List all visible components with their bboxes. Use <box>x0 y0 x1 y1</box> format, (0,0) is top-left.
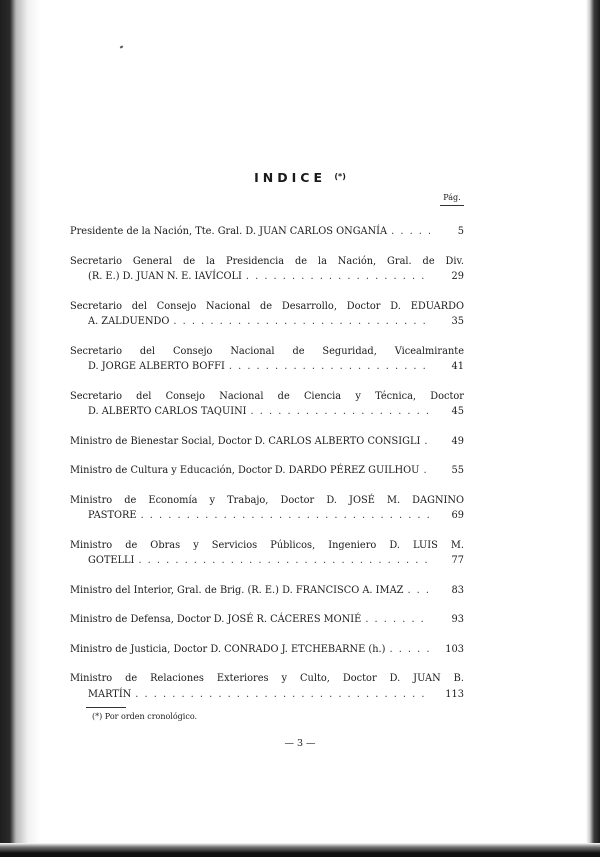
dot-leader <box>391 224 430 240</box>
entry-line1: Secretario General de la Presidencia de la Nación, Gral. de Div. <box>70 255 464 267</box>
entry-line2: (R. E.) D. JUAN N. E. IAVÍCOLI <box>88 271 242 282</box>
index-entry <box>70 671 464 702</box>
index-entry <box>70 583 464 599</box>
dot-leader <box>423 463 430 479</box>
dot-leader <box>251 404 430 420</box>
footnote: (*) Por orden cronológico. <box>92 712 198 721</box>
scan-speck <box>120 45 124 48</box>
dot-leader <box>365 612 430 628</box>
index-entry <box>70 434 464 450</box>
entry-line2: MARTÍN <box>88 688 132 700</box>
dot-leader <box>424 434 430 450</box>
entry-page: 5 <box>457 226 464 237</box>
dot-leader <box>389 642 430 658</box>
entry-text: Presidente de la Nación, Tte. Gral. D. JUAN CARLOS ONGANÍA <box>70 226 388 237</box>
index-entries <box>70 224 464 716</box>
index-title-footnote-mark: (*) <box>334 172 346 181</box>
entry-line2: PASTORE <box>88 510 137 521</box>
dot-leader <box>135 687 430 703</box>
entry-line2: GOTELLI <box>88 555 135 566</box>
entry-text: Ministro de Bienestar Social, Doctor D. CARLOS ALBERTO CONSIGLI <box>70 435 421 447</box>
index-title-text: INDICE <box>254 170 326 185</box>
index-entry <box>70 344 464 375</box>
dot-leader <box>246 269 430 285</box>
index-entry <box>70 538 464 569</box>
footnote-rule <box>86 707 126 708</box>
page-column-header: Pág. <box>440 193 464 206</box>
entry-page: 29 <box>451 271 464 282</box>
dot-leader <box>141 508 430 524</box>
entry-line1: Ministro de Economía y Trabajo, Doctor D. JOSÉ M. DAGNINO <box>70 494 464 506</box>
entry-page: 113 <box>445 688 464 700</box>
entry-page: 69 <box>451 510 464 521</box>
entry-page: 83 <box>451 584 464 596</box>
index-entry <box>70 299 464 330</box>
page-number: — 3 — <box>284 738 316 749</box>
entry-text: Ministro del Interior, Gral. de Brig. (R. E.) D. FRANCISCO A. IMAZ <box>70 584 404 596</box>
index-entry <box>70 254 464 285</box>
entry-line1: Secretario del Consejo Nacional de Ciencia y Técnica, Doctor <box>70 390 464 402</box>
entry-line1: Secretario del Consejo Nacional de Desarrollo, Doctor D. EDUARDO <box>70 300 464 312</box>
index-entry <box>70 612 464 628</box>
entry-text: Ministro de Justicia, Doctor D. CONRADO J. ETCHEBARNE (h.) <box>70 643 386 655</box>
index-entry <box>70 224 464 240</box>
entry-text: Ministro de Defensa, Doctor D. JOSÉ R. CÁCERES MONIÉ <box>70 614 362 625</box>
scan-border-bottom <box>0 843 600 857</box>
entry-page: 35 <box>451 316 464 327</box>
entry-page: 55 <box>451 465 464 476</box>
entry-page: 93 <box>451 614 464 625</box>
index-entry <box>70 463 464 479</box>
entry-text: Ministro de Cultura y Educación, Doctor D. DARDO PÉREZ GUILHOU <box>70 465 420 476</box>
entry-page: 77 <box>451 555 464 566</box>
dot-leader <box>138 553 430 569</box>
entry-page: 103 <box>445 643 464 655</box>
index-entry <box>70 642 464 658</box>
index-entry <box>70 389 464 420</box>
index-title <box>0 170 600 185</box>
entry-line1: Ministro de Relaciones Exteriores y Culto, Doctor D. JUAN B. <box>70 673 464 684</box>
entry-line1: Secretario del Consejo Nacional de Seguridad, Vicealmirante <box>70 345 464 357</box>
dot-leader <box>407 583 430 599</box>
entry-line2: A. ZALDUENDO <box>88 316 170 327</box>
entry-line2: D. JORGE ALBERTO BOFFI <box>88 361 225 372</box>
entry-page: 45 <box>451 406 464 417</box>
index-entry <box>70 493 464 524</box>
scan-border-left <box>0 0 50 857</box>
entry-line2: D. ALBERTO CARLOS TAQUINI <box>88 406 247 417</box>
entry-line1: Ministro de Obras y Servicios Públicos, Ingeniero D. LUIS M. <box>70 539 464 551</box>
scan-border-right <box>586 0 600 857</box>
dot-leader <box>229 359 430 375</box>
entry-page: 49 <box>451 435 464 447</box>
dot-leader <box>173 314 430 330</box>
entry-page: 41 <box>451 361 464 372</box>
